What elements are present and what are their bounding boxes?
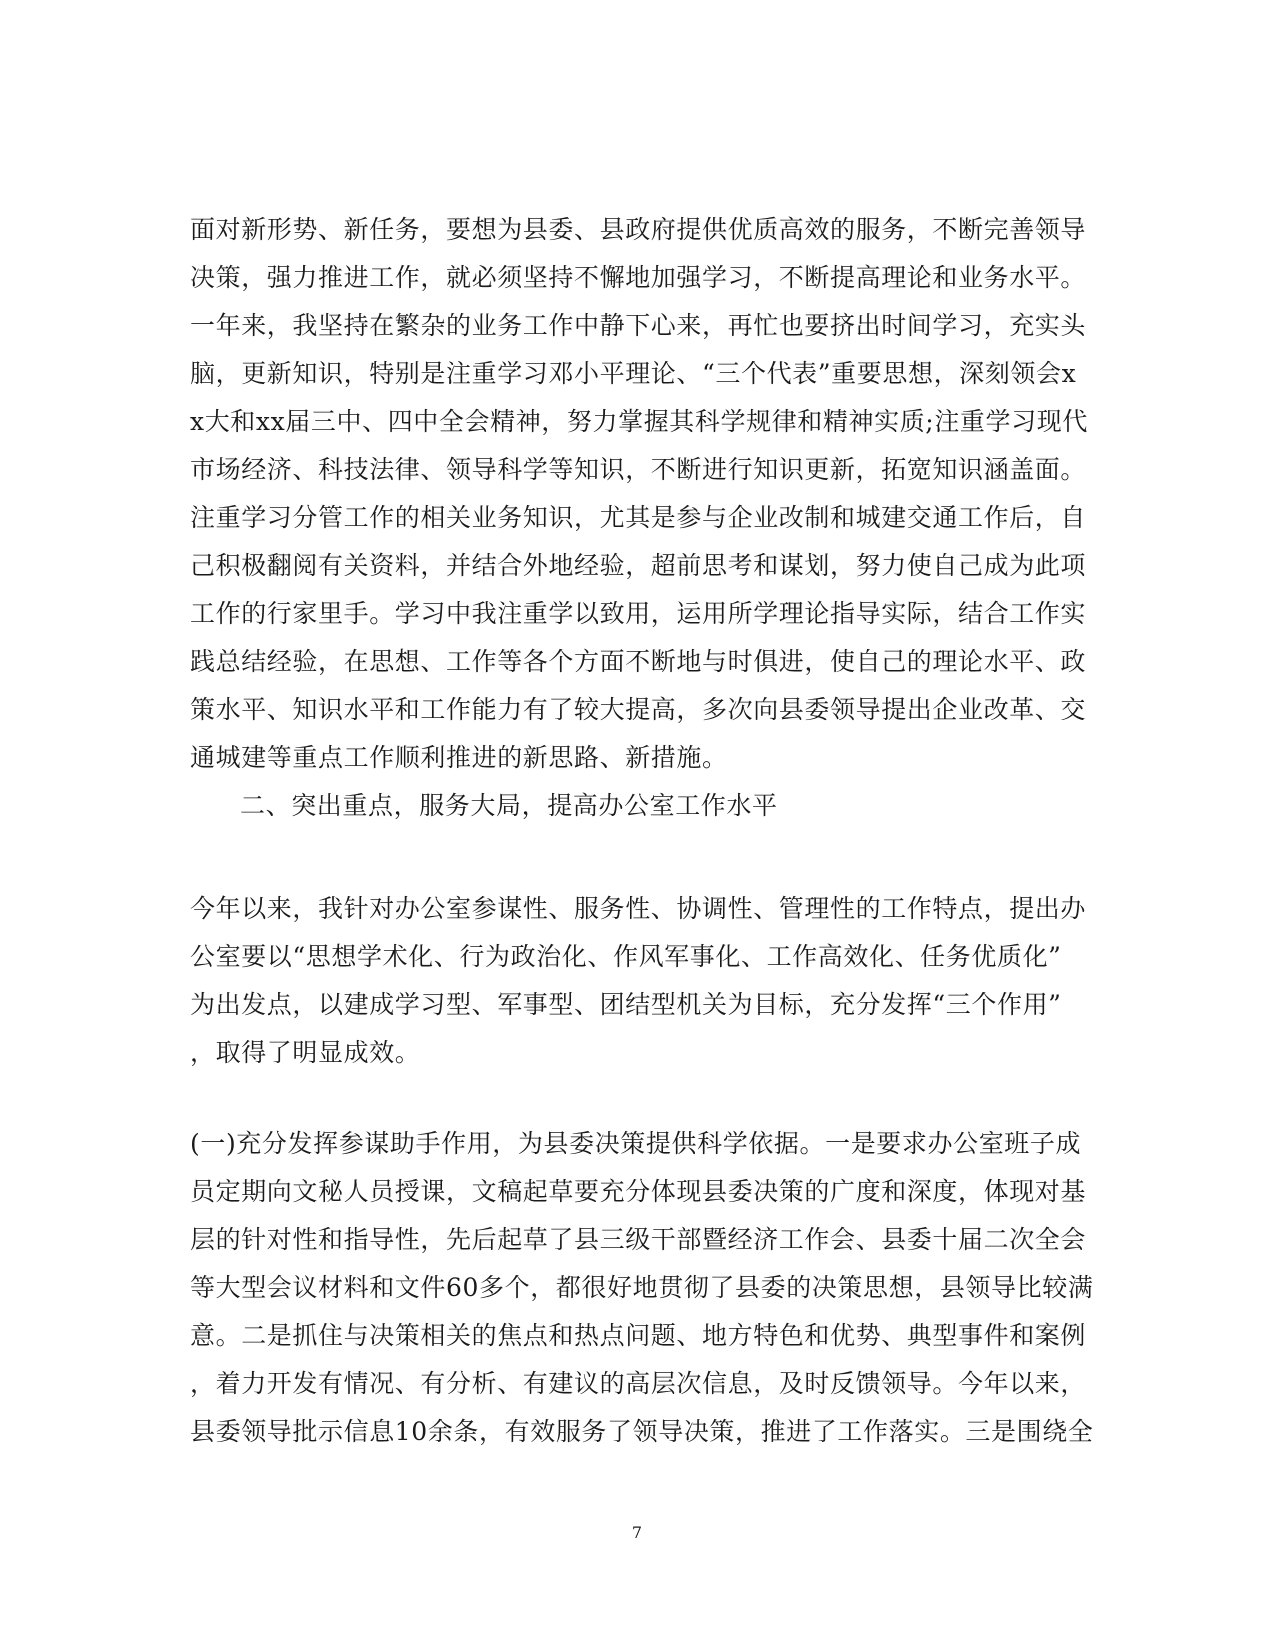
text-line: 己积极翻阅有关资料，并结合外地经验，超前思考和谋划，努力使自己成为此项	[190, 551, 1087, 580]
text-line: ，着力开发有情况、有分析、有建议的高层次信息，及时反馈领导。今年以来，	[190, 1369, 1087, 1398]
text-line: ，取得了明显成效。	[190, 1038, 421, 1067]
text-line: 等大型会议材料和文件60多个，都很好地贯彻了县委的决策思想，县领导比较满	[190, 1273, 1094, 1302]
text-line: 为出发点，以建成学习型、军事型、团结型机关为目标，充分发挥“三个作用”	[190, 990, 1062, 1019]
text-line: 工作的行家里手。学习中我注重学以致用，运用所学理论指导实际，结合工作实	[190, 599, 1087, 628]
text-line: 县委领导批示信息10余条，有效服务了领导决策，推进了工作落实。三是围绕全	[190, 1417, 1094, 1446]
text-line: 策水平、知识水平和工作能力有了较大提高，多次向县委领导提出企业改革、交	[190, 695, 1087, 724]
text-line: 面对新形势、新任务，要想为县委、县政府提供优质高效的服务，不断完善领导	[190, 215, 1087, 244]
text-line: 意。二是抓住与决策相关的焦点和热点问题、地方特色和优势、典型事件和案例	[190, 1321, 1087, 1350]
text-line: 一年来，我坚持在繁杂的业务工作中静下心来，再忙也要挤出时间学习，充实头	[190, 311, 1087, 340]
section-heading: 二、突出重点，服务大局，提高办公室工作水平	[240, 791, 778, 820]
text-line: 脑，更新知识，特别是注重学习邓小平理论、“三个代表”重要思想，深刻领会x	[190, 359, 1077, 388]
text-line: 层的针对性和指导性，先后起草了县三级干部暨经济工作会、县委十届二次全会	[190, 1225, 1087, 1254]
page-number: 7	[631, 1523, 643, 1542]
text-line: 今年以来，我针对办公室参谋性、服务性、协调性、管理性的工作特点，提出办	[190, 894, 1087, 923]
text-line: 公室要以“思想学术化、行为政治化、作风军事化、工作高效化、任务优质化”	[190, 942, 1062, 971]
paragraph-office-goals	[190, 885, 1087, 1077]
paragraph-advisory-role	[190, 1120, 1094, 1456]
text-line: 决策，强力推进工作，就必须坚持不懈地加强学习，不断提高理论和业务水平。	[190, 263, 1087, 292]
paragraph-study	[190, 206, 1088, 782]
text-line: 市场经济、科技法律、领导科学等知识，不断进行知识更新，拓宽知识涵盖面。	[190, 455, 1087, 484]
text-line: x大和xx届三中、四中全会精神，努力掌握其科学规律和精神实质;注重学习现代	[190, 407, 1088, 436]
text-line: 注重学习分管工作的相关业务知识，尤其是参与企业改制和城建交通工作后，自	[190, 503, 1087, 532]
text-line: 通城建等重点工作顺利推进的新思路、新措施。	[190, 743, 728, 772]
text-line: 员定期向文秘人员授课，文稿起草要充分体现县委决策的广度和深度，体现对基	[190, 1177, 1087, 1206]
text-line: 践总结经验，在思想、工作等各个方面不断地与时俱进，使自己的理论水平、政	[190, 647, 1087, 676]
text-line: (一)充分发挥参谋助手作用，为县委决策提供科学依据。一是要求办公室班子成	[190, 1129, 1082, 1158]
